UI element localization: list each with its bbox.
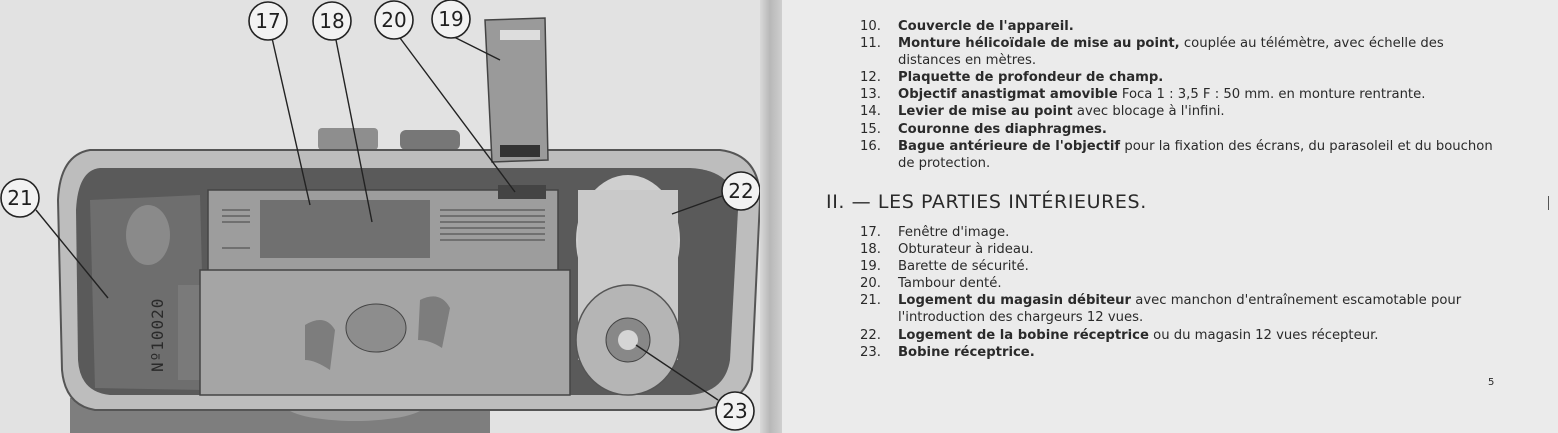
image-window <box>260 200 430 258</box>
callout-20 <box>375 1 413 39</box>
exterior-parts-list <box>860 18 1500 172</box>
svg-text:18: 18 <box>319 9 345 33</box>
list-item: 19. Barette de sécurité. <box>860 259 1029 275</box>
drive-spindle <box>126 205 170 265</box>
list-item: 16. Bague antérieure de l'objectif pour la fixation des écrans, du parasoleil et du bouchon de protection. <box>860 138 1493 171</box>
top-knob <box>318 128 378 150</box>
svg-text:19: 19 <box>438 7 464 31</box>
serial-stamp: Nº10020 <box>148 297 167 372</box>
callout-22 <box>722 172 760 210</box>
list-item: 13. Objectif anastigmat amovible Foca 1 : 3,5 F : 50 mm. en monture rentrante. <box>860 87 1426 103</box>
list-item: 10. Couvercle de l'appareil. <box>860 19 1074 34</box>
callout-18 <box>313 2 351 40</box>
list-item: 21. Logement du magasin débiteur avec manchon d'entraînement escamotable pour l'introduction des chargeurs 12 vues. <box>860 293 1462 326</box>
list-item: 15. Couronne des diaphragmes. <box>860 121 1107 137</box>
book-gutter <box>760 0 782 433</box>
left-page <box>0 0 772 433</box>
list-item: 23. Bobine réceptrice. <box>860 344 1035 360</box>
page-edge-mark <box>1548 196 1549 210</box>
camera-illustration <box>0 0 772 433</box>
sprocket <box>498 185 546 199</box>
callout-17 <box>249 2 287 40</box>
svg-text:23: 23 <box>722 399 748 423</box>
list-item: 14. Levier de mise au point avec blocage à l'infini. <box>860 104 1225 120</box>
svg-text:22: 22 <box>728 179 754 203</box>
callout-23 <box>716 392 754 430</box>
list-item: 20. Tambour denté. <box>860 276 1002 292</box>
svg-text:20: 20 <box>381 8 407 32</box>
callout-19 <box>432 0 470 38</box>
list-item: 12. Plaquette de profondeur de champ. <box>860 70 1164 86</box>
list-item: 11. Monture hélicoïdale de mise au point, couplée au télémètre, avec échelle des distances en mètres. <box>860 36 1444 69</box>
interior-parts-list <box>860 224 1500 361</box>
svg-text:21: 21 <box>7 186 33 210</box>
svg-text:17: 17 <box>255 9 281 33</box>
list-item: 18. Obturateur à rideau. <box>860 242 1034 258</box>
list-item: 17. Fenêtre d'image. <box>860 225 1010 240</box>
list-item: 22. Logement de la bobine réceptrice ou du magasin 12 vues récepteur. <box>860 327 1379 343</box>
page-number: 5 <box>1488 377 1495 388</box>
callout-21 <box>1 179 39 217</box>
section-heading: II. — LES PARTIES INTÉRIEURES. <box>826 191 1147 213</box>
